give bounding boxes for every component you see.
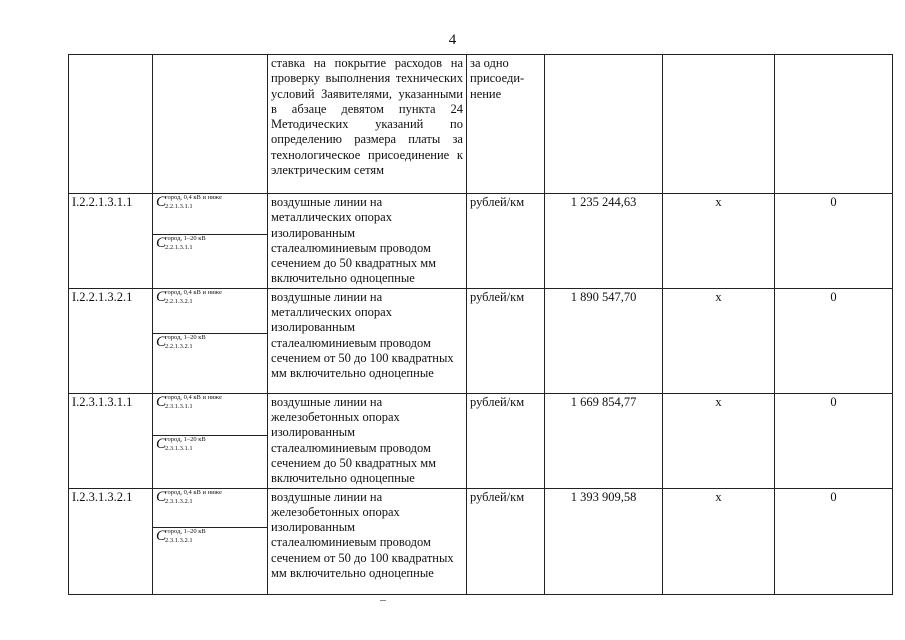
formula-symbol: C	[156, 488, 167, 505]
formula-superscript: город, 0,4 кВ и ниже	[165, 288, 222, 296]
formula-mid-voltage	[153, 436, 268, 488]
row-x: x	[663, 488, 775, 594]
formula-subscript: 2.2.1.3.2.1	[165, 342, 193, 350]
row-unit: рублей/км	[467, 194, 545, 289]
formula-symbol: C	[156, 527, 167, 544]
formula-symbol: C	[156, 393, 167, 410]
row-code: I.2.3.1.3.1.1	[69, 393, 153, 488]
formula-subscript: 2.3.1.3.2.1	[165, 497, 193, 505]
row-description: воздушные линии на железобетонных опорах изолированным сталеалюминиевым проводом сечением от 50 до 100 квадратных мм включительно одноцепные	[268, 488, 467, 594]
row-x: x	[663, 393, 775, 488]
row-price: 1 669 854,77	[545, 393, 663, 488]
formula-superscript: город, 1–20 кВ	[165, 333, 206, 341]
formula-mid-voltage	[153, 527, 268, 594]
formula-subscript: 2.3.1.3.1.1	[165, 402, 193, 410]
table-row	[69, 393, 893, 435]
formula-superscript: город, 1–20 кВ	[165, 235, 206, 243]
row-price: 1 235 244,63	[545, 194, 663, 289]
row-zero: 0	[775, 288, 893, 393]
row-unit: рублей/км	[467, 393, 545, 488]
page-number: 4	[448, 32, 457, 48]
formula-symbol: C	[156, 235, 167, 252]
formula-superscript: город, 0,4 кВ и ниже	[165, 393, 222, 401]
row-description: воздушные линии на металлических опорах изолированным сталеалюминиевым проводом сечением до 50 квадратных мм включительно одноцепные	[268, 194, 467, 289]
formula-superscript: город, 0,4 кВ и ниже	[165, 194, 222, 201]
row-price: 1 890 547,70	[545, 288, 663, 393]
zero-cell	[775, 55, 893, 194]
formula-low-voltage	[153, 488, 268, 527]
row-price: 1 393 909,58	[545, 488, 663, 594]
formula-symbol: C	[156, 194, 167, 210]
table-row	[69, 488, 893, 527]
row-x: x	[663, 288, 775, 393]
formula-subscript: 2.2.1.3.1.1	[165, 244, 193, 252]
x-cell	[663, 55, 775, 194]
price-cell	[545, 55, 663, 194]
formula-symbol: C	[156, 288, 167, 305]
row-code: I.2.3.1.3.2.1	[69, 488, 153, 594]
row-zero: 0	[775, 488, 893, 594]
unit-cell: за одно присоеди-нение	[467, 55, 545, 194]
table-row	[69, 194, 893, 235]
row-description: воздушные линии на железобетонных опорах изолированным сталеалюминиевым проводом сечением до 50 квадратных мм включительно одноцепные	[268, 393, 467, 488]
scan-artifact	[380, 600, 386, 601]
formula-symbol: C	[156, 436, 167, 453]
table-row-continuation	[69, 55, 893, 194]
formula-superscript: город, 1–20 кВ	[165, 436, 206, 444]
row-code: I.2.2.1.3.1.1	[69, 194, 153, 289]
row-unit: рублей/км	[467, 288, 545, 393]
formula-subscript: 2.3.1.3.1.1	[165, 445, 193, 453]
formula-low-voltage	[153, 194, 268, 235]
formula-subscript: 2.2.1.3.2.1	[165, 297, 193, 305]
formula-mid-voltage	[153, 235, 268, 289]
row-x: x	[663, 194, 775, 289]
formula-mid-voltage	[153, 333, 268, 393]
formula-symbol: C	[156, 333, 167, 350]
formula-subscript: 2.3.1.3.2.1	[165, 536, 193, 544]
formula-superscript: город, 0,4 кВ и ниже	[165, 488, 222, 496]
row-code: I.2.2.1.3.2.1	[69, 288, 153, 393]
formula-cell	[153, 55, 268, 194]
description-cell: ставка на покрытие расходов на проверку выполнения технических условий Заявителями, указанными в абзаце девятом пункта 24 Методических указаний по определению размера платы за технологическое присоединение к электрическим сетям	[268, 55, 467, 194]
row-zero: 0	[775, 393, 893, 488]
row-zero: 0	[775, 194, 893, 289]
row-description: воздушные линии на металлических опорах изолированным сталеалюминиевым проводом сечением от 50 до 100 квадратных мм включительно одноцепные	[268, 288, 467, 393]
formula-subscript: 2.2.1.3.1.1	[165, 203, 193, 210]
code-cell	[69, 55, 153, 194]
formula-low-voltage	[153, 393, 268, 435]
formula-low-voltage	[153, 288, 268, 333]
formula-superscript: город, 1–20 кВ	[165, 527, 206, 535]
tariff-table	[68, 54, 893, 595]
row-unit: рублей/км	[467, 488, 545, 594]
table-row	[69, 288, 893, 333]
